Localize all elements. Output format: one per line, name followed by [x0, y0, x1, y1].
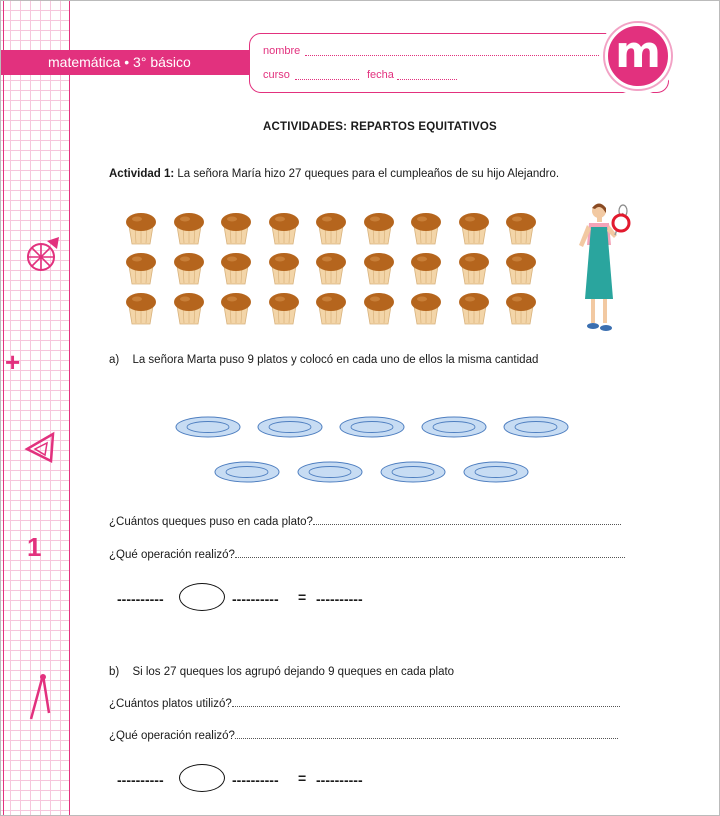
fecha-field[interactable] [397, 79, 457, 80]
muffin [268, 291, 300, 325]
plate [214, 461, 278, 481]
part-b-result-blank[interactable]: ---------- [316, 772, 363, 788]
brand-logo: m [605, 23, 671, 89]
part-a-letter: a) [109, 354, 120, 366]
woman-chef-illustration [573, 201, 633, 337]
plate [339, 416, 403, 436]
muffin [505, 291, 537, 325]
muffin [410, 211, 442, 245]
part-b-operand-2-blank[interactable]: ---------- [232, 772, 279, 788]
compass-icon [21, 673, 57, 721]
muffin [505, 251, 537, 285]
part-b-answer-2-line[interactable] [235, 730, 618, 739]
muffin [458, 211, 490, 245]
muffin [315, 291, 347, 325]
muffin [220, 251, 252, 285]
muffin [173, 211, 205, 245]
part-b-equals-sign: = [298, 770, 307, 786]
margin-border-line [3, 1, 4, 816]
muffin [363, 211, 395, 245]
pie-chart-icon [25, 237, 65, 273]
part-a-equals-sign: = [298, 589, 307, 605]
muffin [363, 251, 395, 285]
muffin [220, 291, 252, 325]
part-a-statement [109, 354, 538, 366]
activity-1-text: La señora María hizo 27 queques para el cumpleaños de su hijo Alejandro. [177, 168, 560, 180]
curso-field[interactable] [295, 79, 359, 80]
muffin [505, 211, 537, 245]
subject-label: matemática • 3° básico [48, 54, 191, 70]
part-a-question-1-text: ¿Cuántos queques puso en cada plato? [109, 516, 313, 528]
muffin [125, 291, 157, 325]
muffin [363, 291, 395, 325]
muffin [315, 251, 347, 285]
nombre-label: nombre [263, 45, 301, 57]
plate [297, 461, 361, 481]
plate [175, 416, 239, 436]
plate [463, 461, 527, 481]
part-a-operator-oval[interactable] [179, 583, 225, 611]
plate [380, 461, 444, 481]
triangle-icon [23, 431, 57, 465]
curso-label: curso [263, 69, 290, 81]
margin-border-line [69, 1, 70, 816]
part-a-question-1 [109, 516, 621, 528]
part-a-text: La señora Marta puso 9 platos y colocó en cada uno de ellos la misma cantidad [132, 354, 539, 366]
fecha-label: fecha [367, 69, 394, 81]
worksheet-title: ACTIVIDADES: REPARTOS EQUITATIVOS [263, 121, 497, 133]
part-b-letter: b) [109, 666, 120, 678]
muffin [315, 211, 347, 245]
subject-band [1, 50, 263, 75]
plate [257, 416, 321, 436]
part-a-operand-1-blank[interactable]: ---------- [117, 591, 164, 607]
muffin [125, 211, 157, 245]
part-b-operator-oval[interactable] [179, 764, 225, 792]
part-b-text: Si los 27 queques los agrupó dejando 9 queques en cada plato [132, 666, 455, 678]
part-b-question-1 [109, 698, 620, 710]
muffin [410, 291, 442, 325]
part-b-question-1-text: ¿Cuántos platos utilizó? [109, 698, 232, 710]
part-a-question-2 [109, 549, 625, 561]
part-b-question-2 [109, 730, 618, 742]
nombre-field[interactable] [305, 55, 605, 56]
activity-1-statement [109, 168, 559, 180]
muffin [268, 211, 300, 245]
part-b-answer-1-line[interactable] [232, 698, 620, 707]
part-b-statement [109, 666, 454, 678]
muffin [173, 251, 205, 285]
muffin [220, 211, 252, 245]
muffin [458, 291, 490, 325]
muffin [173, 291, 205, 325]
muffin [458, 251, 490, 285]
part-b-question-2-text: ¿Qué operación realizó? [109, 730, 235, 742]
muffin [268, 251, 300, 285]
part-a-operand-2-blank[interactable]: ---------- [232, 591, 279, 607]
muffin [410, 251, 442, 285]
plus-icon: + [5, 347, 21, 377]
part-a-result-blank[interactable]: ---------- [316, 591, 363, 607]
plate [421, 416, 485, 436]
part-a-question-2-text: ¿Qué operación realizó? [109, 549, 235, 561]
part-a-answer-1-line[interactable] [313, 516, 621, 525]
number-one-icon: 1 [27, 532, 42, 562]
activity-1-label: Actividad 1: [109, 168, 175, 180]
muffin [125, 251, 157, 285]
part-b-operand-1-blank[interactable]: ---------- [117, 772, 164, 788]
part-a-answer-2-line[interactable] [235, 549, 625, 558]
plate [503, 416, 567, 436]
